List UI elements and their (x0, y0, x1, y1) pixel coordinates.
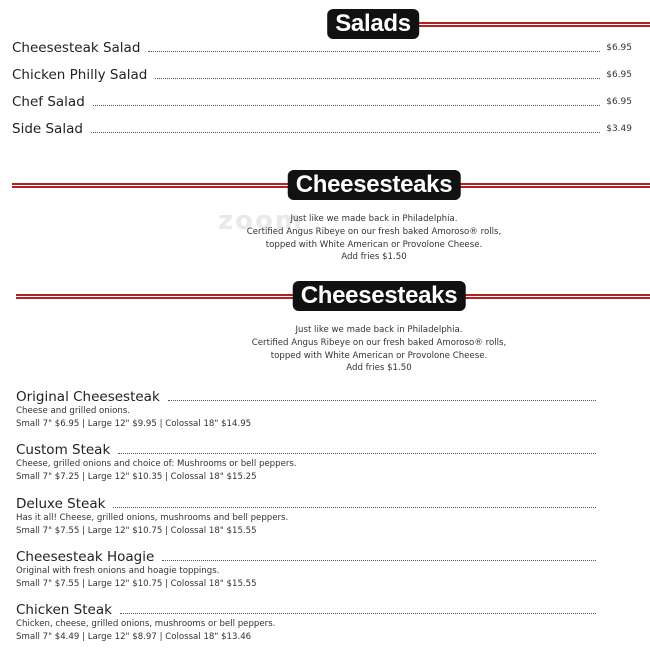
menu-item-price: $6.95 (606, 70, 632, 80)
section-title-salads: Salads (327, 9, 419, 39)
intro-line: Add fries $1.50 (341, 252, 407, 263)
menu-item-description: Chicken, cheese, grilled onions, mushrooms or bell peppers. (16, 619, 276, 629)
intro-line: Just like we made back in Philadelphia. (290, 214, 458, 224)
cheesesteaks-header (0, 281, 650, 311)
menu-item-description: Cheese and grilled onions. (16, 406, 131, 416)
menu-item-sizes: Small 7" $7.55 | Large 12" $10.75 | Colossal 18" $15.55 (16, 526, 257, 536)
menu-item-name: Custom Steak (16, 442, 111, 458)
menu-item-sizes: Small 7" $7.25 | Large 12" $10.35 | Colossal 18" $15.25 (16, 472, 257, 482)
intro-line: Certified Angus Ribeye on our fresh baked Amoroso® rolls, (246, 226, 502, 237)
menu-item-row (12, 94, 632, 110)
menu-item (16, 549, 596, 591)
watermark-logo: zoom (218, 206, 304, 236)
menu-item-description: Has it all! Cheese, grilled onions, mushrooms and bell peppers. (16, 513, 289, 523)
section-title-cheesesteaks: Cheesesteaks (288, 170, 461, 200)
menu-item-name: Side Salad (12, 121, 83, 137)
menu-item-name: Chef Salad (12, 94, 85, 110)
intro-line: Add fries $1.50 (346, 363, 412, 374)
menu-item-name: Cheesesteak Hoagie (16, 549, 155, 565)
section-intro (224, 213, 524, 264)
menu-item-sizes: Small 7" $7.55 | Large 12" $10.75 | Colossal 18" $15.55 (16, 579, 257, 589)
menu-item-row (12, 67, 632, 83)
menu-item-sizes: Small 7" $4.49 | Large 12" $8.97 | Colossal 18" $13.46 (16, 632, 252, 642)
menu-item-name: Cheesesteak Salad (12, 40, 141, 56)
menu-item-description: Cheese, grilled onions and choice of: Mushrooms or bell peppers. (16, 459, 297, 469)
menu-item (16, 442, 596, 484)
dot-leader (113, 506, 596, 508)
intro-line: topped with White American or Provolone Cheese. (265, 239, 483, 250)
intro-line: topped with White American or Provolone Cheese. (270, 350, 488, 361)
menu-item-price: $3.49 (606, 124, 632, 134)
intro-line: Certified Angus Ribeye on our fresh baked Amoroso® rolls, (251, 337, 507, 348)
intro-line: Just like we made back in Philadelphia. (295, 325, 463, 335)
menu-item-description: Original with fresh onions and hoagie toppings. (16, 566, 220, 576)
menu-item-name: Original Cheesesteak (16, 389, 160, 405)
salads-header (0, 9, 650, 39)
dot-leader (118, 452, 596, 454)
dot-leader (148, 50, 600, 52)
menu-item-row (12, 121, 632, 137)
dot-leader (162, 559, 596, 561)
header-rule-right (407, 22, 650, 27)
menu-item (16, 496, 596, 538)
menu-item-price: $6.95 (606, 97, 632, 107)
menu-item-name: Chicken Philly Salad (12, 67, 148, 83)
menu-item-name: Deluxe Steak (16, 496, 106, 512)
menu-item (16, 602, 596, 644)
menu-item-name: Chicken Steak (16, 602, 112, 618)
dot-leader (93, 104, 600, 106)
menu-item-sizes: Small 7" $6.95 | Large 12" $9.95 | Colossal 18" $14.95 (16, 419, 252, 429)
dot-leader (91, 131, 600, 133)
cheesesteaks-header (0, 170, 650, 200)
dot-leader (120, 612, 596, 614)
dot-leader (168, 399, 596, 401)
dot-leader (155, 77, 600, 79)
menu-item (16, 389, 596, 431)
menu-item-price: $6.95 (606, 43, 632, 53)
section-intro (229, 324, 529, 375)
section-title-cheesesteaks: Cheesesteaks (293, 281, 466, 311)
menu-item-row (12, 40, 632, 56)
